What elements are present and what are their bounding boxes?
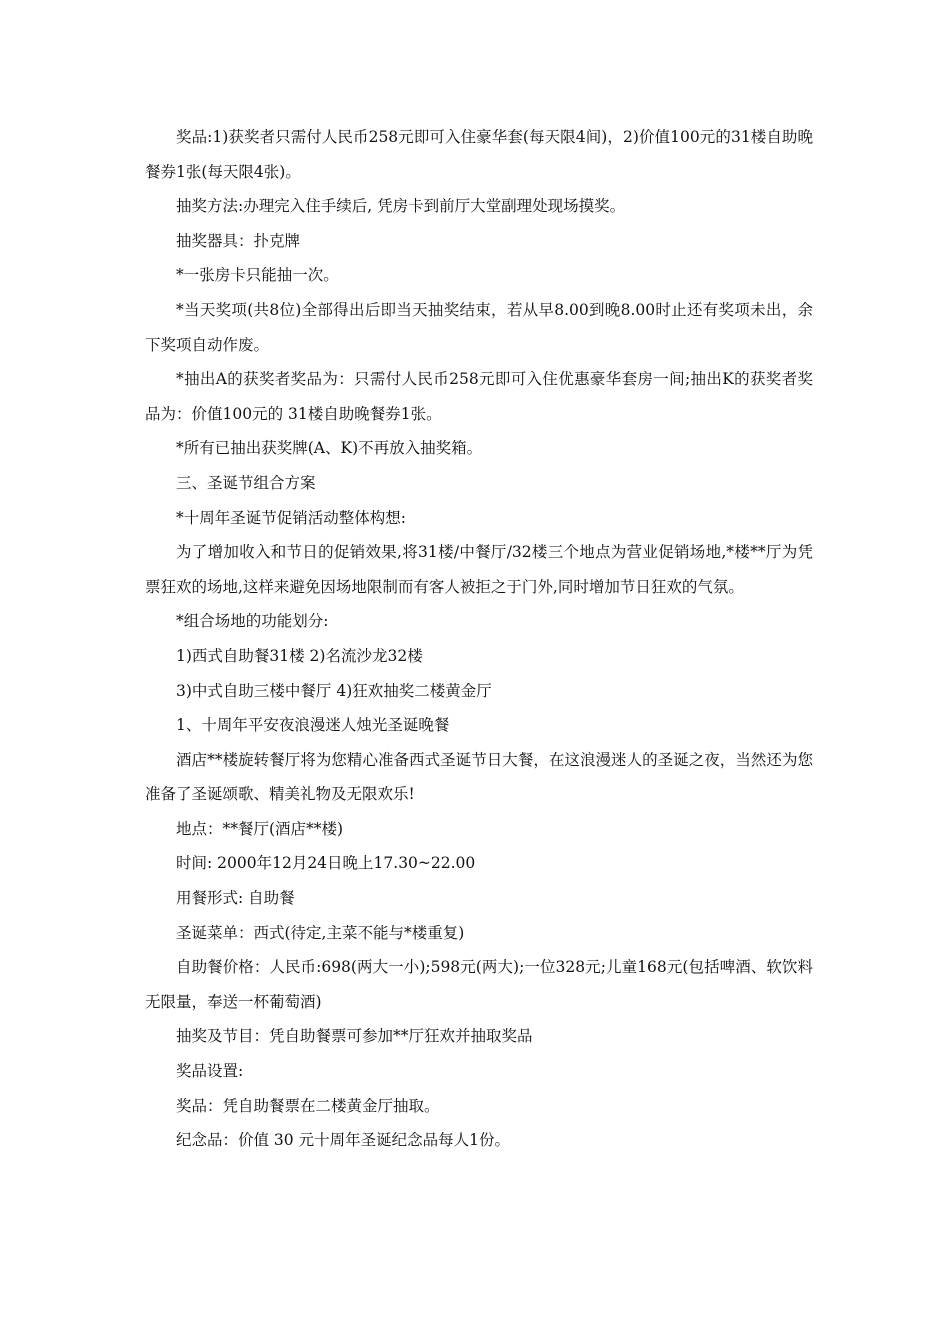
paragraph-lottery-program: 抽奖及节目：凭自助餐票可参加**厅狂欢并抽取奖品 xyxy=(176,1027,533,1046)
subheading-christmas-dinner: 1、十周年平安夜浪漫迷人烛光圣诞晚餐 xyxy=(176,716,450,735)
paragraph-rule-no-return: *所有已抽出获奖牌(A、K)不再放入抽奖箱。 xyxy=(176,439,483,458)
paragraph-venue-list-2: 3)中式自助三楼中餐厅 4)狂欢抽奖二楼黄金厅 xyxy=(176,681,492,700)
paragraph-prize-detail: 奖品：凭自助餐票在二楼黄金厅抽取。 xyxy=(176,1096,440,1115)
paragraph-dinner-intro: 酒店**楼旋转餐厅将为您精心准备西式圣诞节日大餐，在这浪漫迷人的圣诞之夜，当然还为您准备了圣诞颂歌、精美礼物及无限欢乐! xyxy=(145,750,813,804)
paragraph-prize-setup: 奖品设置: xyxy=(176,1062,244,1081)
paragraph-price: 自助餐价格：人民币:698(两大一小);598元(两大);一位328元;儿童168元(包括啤酒、软饮料无限量，奉送一杯葡萄酒) xyxy=(145,958,813,1011)
paragraph-time: 时间: 2000年12月24日晚上17.30~22.00 xyxy=(176,854,476,873)
paragraph-venue-list-1: 1)西式自助餐31楼 2)名流沙龙32楼 xyxy=(176,646,423,665)
paragraph-location: 地点：**餐厅(酒店**楼) xyxy=(176,819,344,838)
paragraph-dining-form: 用餐形式: 自助餐 xyxy=(176,889,295,908)
paragraph-draw-tool: 抽奖器具：扑克牌 xyxy=(176,231,301,250)
paragraph-rule-daily: *当天奖项(共8位)全部得出后即当天抽奖结束，若从早8.00到晚8.00时止还有奖项未出，余下奖项自动作废。 xyxy=(145,300,813,354)
document-body xyxy=(145,120,813,1158)
paragraph-draw-method: 抽奖方法:办理完入住手续后, 凭房卡到前厅大堂副理处现场摸奖。 xyxy=(176,197,626,216)
paragraph-souvenir: 纪念品：价值 30 元十周年圣诞纪念品每人1份。 xyxy=(176,1131,510,1150)
paragraph-menu: 圣诞菜单：西式(待定,主菜不能与*楼重复) xyxy=(176,923,465,942)
section-heading-christmas: 三、圣诞节组合方案 xyxy=(176,473,316,492)
paragraph-concept-title: *十周年圣诞节促销活动整体构想: xyxy=(176,508,406,527)
paragraph-concept-body: 为了增加收入和节日的促销效果,将31楼/中餐厅/32楼三个地点为营业促销场地,*楼**厅为凭票狂欢的场地,这样来避免因场地限制而有客人被拒之于门外,同时增加节日狂欢的气氛。 xyxy=(145,543,813,596)
paragraph-venue-division-title: *组合场地的功能划分: xyxy=(176,612,329,631)
paragraph-rule-ace-king: *抽出A的获奖者奖品为：只需付人民币258元即可入住优惠豪华套房一间;抽出K的获奖者奖品为：价值100元的 31楼自助晚餐券1张。 xyxy=(145,370,813,423)
paragraph-prize: 奖品:1)获奖者只需付人民币258元即可入住豪华套(每天限4间)，2)价值100元的31楼自助晚餐券1张(每天限4张)。 xyxy=(145,128,813,181)
paragraph-rule-once: *一张房卡只能抽一次。 xyxy=(176,266,339,285)
